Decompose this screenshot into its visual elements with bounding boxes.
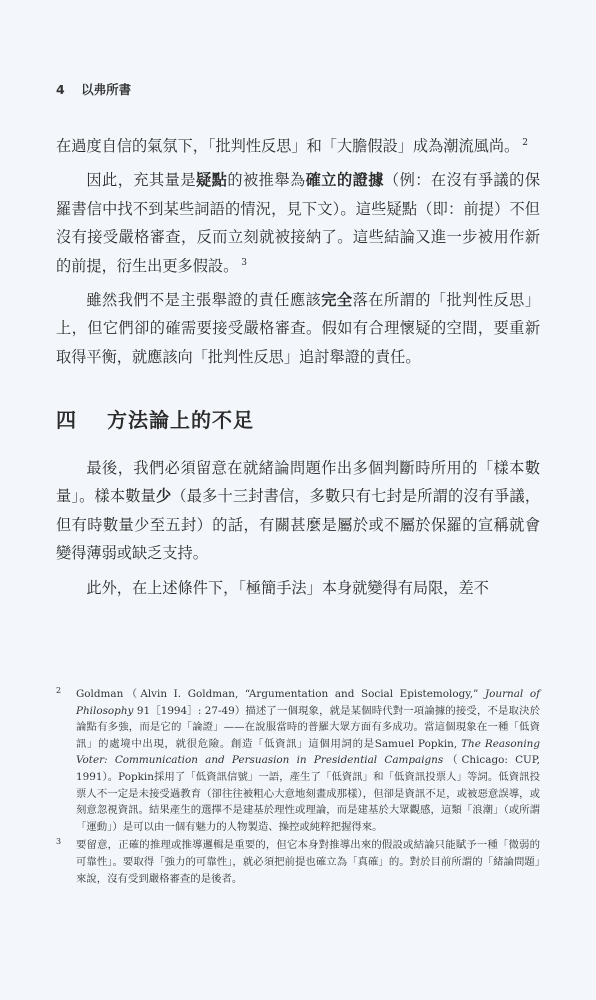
body-text-top — [56, 132, 540, 371]
footnote — [56, 837, 540, 887]
paragraph — [56, 132, 540, 160]
footnote — [56, 686, 540, 835]
text-run: 91［1994］: 27-49）描述了一個現象，就是某個時代對一項論據的接受，不是取決於論點有多強，而是它的「論證」——在說服當時的普羅大眾方面有多成功。當這個現象在一種「低資訊」的處境中出現，就很危險。創造「低資訊」這個用詞的是Samuel Popkin, — [76, 704, 540, 750]
italic-title: The Reasoning Voter: Communication and Persuasion in Presidential Campaigns — [76, 737, 540, 767]
text-run: 落在所謂的「批判性反思」上，但它們卻的確需要接受嚴格審查。假如有合理懷疑的空間，要重新取得平衡，就應該向「批判性反思」追討舉證的責任。 — [56, 291, 541, 366]
footnote-mark: 3 — [56, 837, 62, 847]
emphasis-text: 疑點 — [196, 171, 228, 190]
text-run: （例：在沒有爭議的保羅書信中找不到某些詞語的情況，見下文）。這些疑點（即：前提）不但沒有接受嚴格審查，反而立刻就被接納了。這些結論又進一步被用作新的前提，衍生出更多假設。 — [56, 171, 541, 275]
text-run: （最多十三封書信，多數只有七封是所謂的沒有爭議，但有時數量少至五封）的話，有關甚麼是屬於或不屬於保羅的宣稱就會變得薄弱或缺乏支持。 — [56, 487, 541, 563]
text-run: （Chicago: CUP, 1991）。Popkin採用了「低資訊信號」一語，產生了「低資訊」和「低資訊投票人」等詞。低資訊投票人不一定是未接受過教育（卻往往被粗心大意地刻畫成那樣），但卻是資訊不足，或被惡意誤導，或刻意忽視資訊。結果產生的選擇不是建基於理性或理論，而是建基於大眾觀感，這類「浪潮」（或所謂「運動」）是可以由一個有魅力的人物製造、操控或純粹把握得來。 — [76, 754, 540, 833]
text-run: 此外，在上述條件下，「極簡手法」本身就變得有局限，差不 — [86, 578, 489, 597]
text-run: 最後，我們必須留意在就緒論問題作出多個判斷時所用的「樣本數量」。樣本數量 — [56, 459, 540, 506]
emphasis-text: 少 — [155, 487, 172, 506]
text-run: 因此，充其量是 — [86, 171, 196, 190]
paragraph — [56, 286, 540, 371]
emphasis-text: 完全 — [321, 291, 353, 310]
text-run: 要留意，正確的推理或推導邏輯是重要的，但它本身對推導出來的假設或結論只能賦予一種「微弱的可靠性」。要取得「強力的可靠性」，就必須把前提也確立為「真確」的。對於目前所謂的「緒論問題」來說，沒有受到嚴格審查的是後者。 — [76, 839, 540, 885]
italic-title: Journal of Philosophy — [76, 688, 540, 717]
section-number: 四 — [56, 408, 77, 432]
section-title: 方法論上的不足 — [106, 408, 254, 432]
footnote-text — [76, 688, 540, 833]
footnote-mark: 2 — [56, 686, 62, 695]
section-heading — [56, 404, 254, 433]
paragraph — [56, 454, 540, 568]
running-head — [56, 80, 131, 98]
text-run: Goldman（Alvin I. Goldman, “Argumentation and Social Epistemology,” — [76, 688, 485, 700]
footnotes — [56, 686, 540, 889]
text-run: 的被推舉為 — [227, 171, 306, 190]
page-number: 4 — [56, 82, 65, 97]
book-title: 以弗所書 — [81, 82, 132, 97]
paragraph — [56, 166, 540, 280]
emphasis-text: 確立的證據 — [305, 171, 384, 190]
text-run: 在過度自信的氣氛下，「批判性反思」和「大膽假設」成為潮流風尚。 — [56, 137, 520, 155]
footnote-ref: 3 — [241, 257, 247, 268]
text-run: 雖然我們不是主張舉證的責任應該 — [86, 291, 322, 310]
paragraph — [56, 574, 540, 602]
body-text-bottom — [56, 454, 540, 602]
footnote-text — [76, 839, 540, 884]
footnote-ref: 2 — [522, 137, 528, 148]
